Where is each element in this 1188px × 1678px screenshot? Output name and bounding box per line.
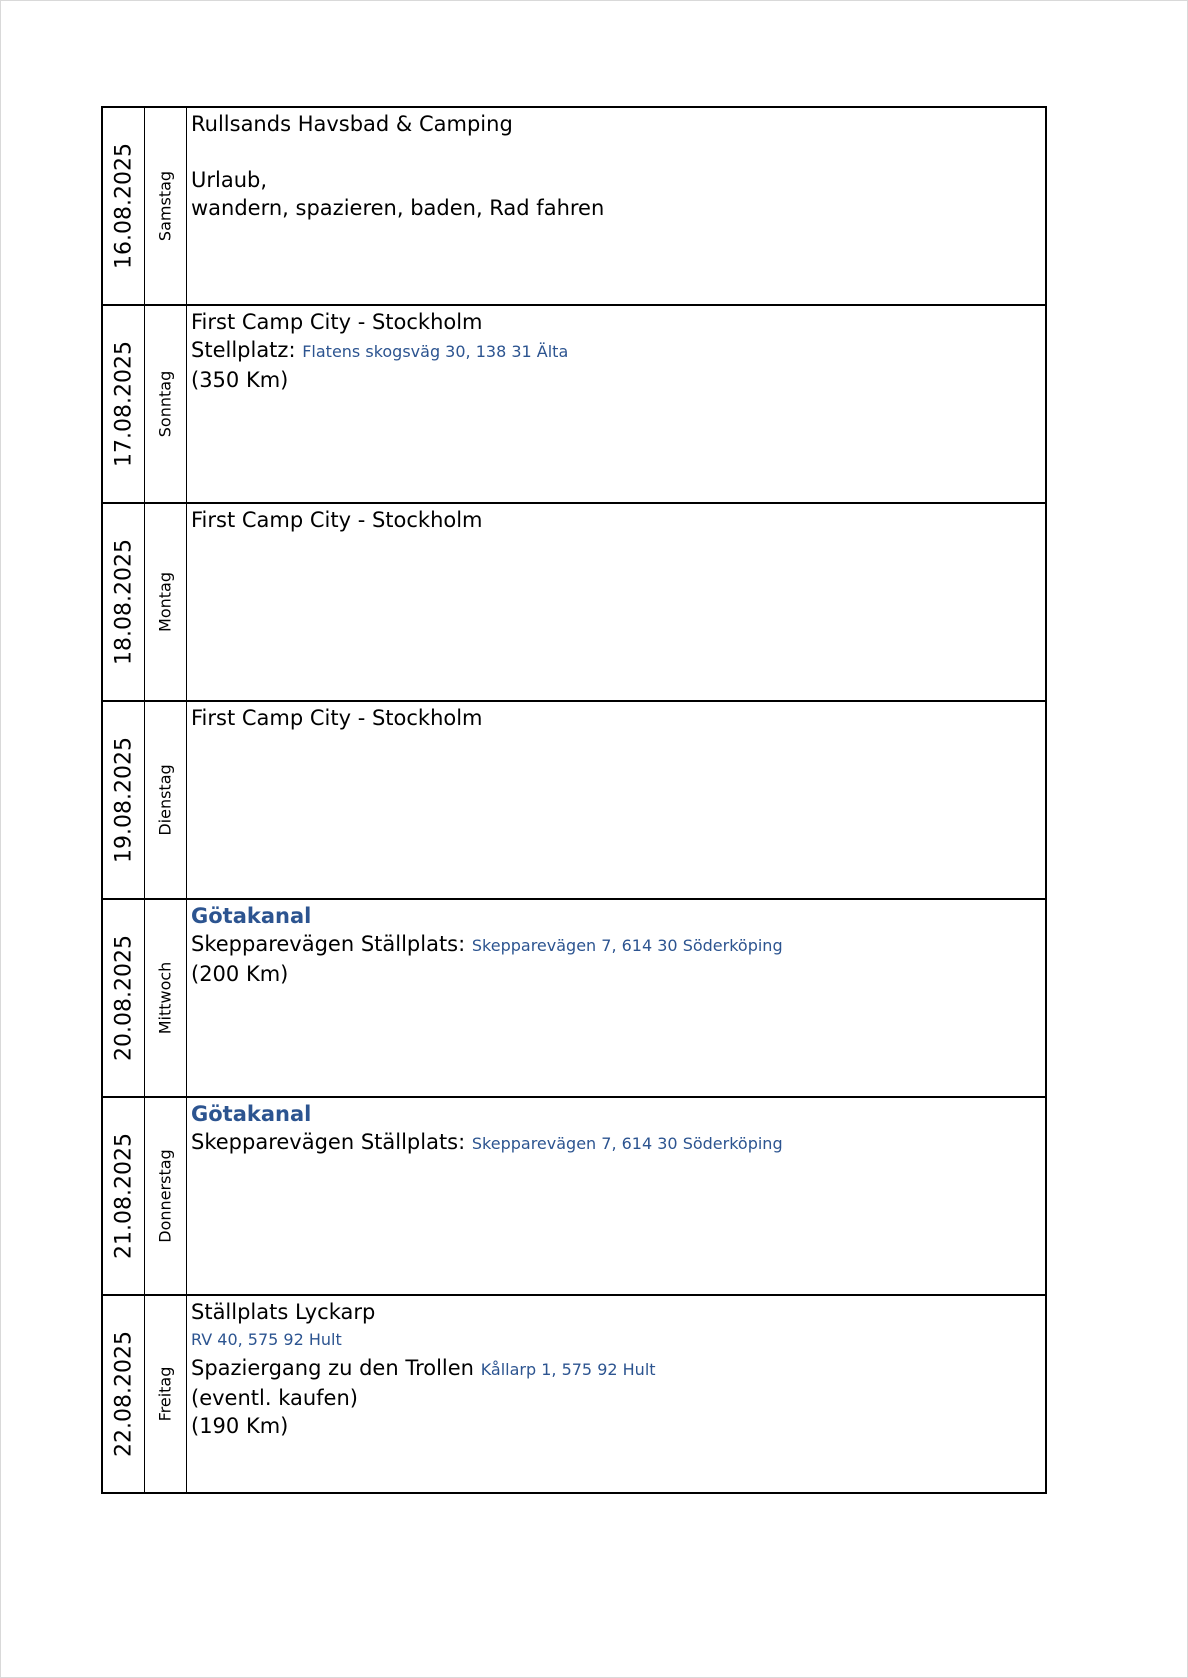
weekday-label: Freitag <box>155 1366 175 1422</box>
date-label: 17.08.2025 <box>111 341 136 467</box>
day-details <box>187 1098 1045 1294</box>
place-label: Stellplatz: <box>191 338 296 362</box>
spacer <box>191 138 1045 166</box>
distance: (190 Km) <box>191 1414 289 1438</box>
table-row <box>103 702 1045 900</box>
place-address: Flatens skogsväg 30, 138 31 Älta <box>302 342 569 361</box>
location-address: RV 40, 575 92 Hult <box>191 1330 342 1349</box>
weekday-label: Mittwoch <box>155 961 175 1035</box>
table-row <box>103 108 1045 306</box>
weekday-cell <box>144 108 187 304</box>
date-cell <box>103 1296 145 1492</box>
day-details <box>187 504 1045 700</box>
activity-address: Kållarp 1, 575 92 Hult <box>480 1360 656 1379</box>
weekday-cell <box>144 1098 187 1294</box>
date-label: 16.08.2025 <box>111 143 136 269</box>
location-heading: Götakanal <box>191 1102 312 1126</box>
location-title: First Camp City - Stockholm <box>191 310 483 334</box>
date-label: 21.08.2025 <box>111 1133 136 1259</box>
weekday-label: Montag <box>155 572 175 632</box>
location-title: First Camp City - Stockholm <box>191 706 483 730</box>
note-line: (eventl. kaufen) <box>191 1386 358 1410</box>
weekday-label: Sonntag <box>155 370 175 438</box>
date-cell <box>103 702 145 898</box>
activity-label: Spaziergang zu den Trollen <box>191 1356 474 1380</box>
day-details <box>187 306 1045 502</box>
activity-line <box>191 1354 1045 1384</box>
place-label: Skepparevägen Ställplats: <box>191 932 466 956</box>
weekday-cell <box>144 306 187 502</box>
distance: (350 Km) <box>191 368 289 392</box>
date-label: 22.08.2025 <box>111 1331 136 1457</box>
place-address: Skepparevägen 7, 614 30 Söderköping <box>471 936 783 955</box>
place-line <box>191 336 1045 366</box>
table-row <box>103 306 1045 504</box>
weekday-cell <box>144 900 187 1096</box>
table-row <box>103 1098 1045 1296</box>
activities-line: wandern, spazieren, baden, Rad fahren <box>191 196 605 220</box>
day-details <box>187 900 1045 1096</box>
date-label: 19.08.2025 <box>111 737 136 863</box>
location-heading: Götakanal <box>191 904 312 928</box>
date-cell <box>103 1098 145 1294</box>
date-label: 18.08.2025 <box>111 539 136 665</box>
weekday-label: Donnerstag <box>155 1149 175 1243</box>
place-label: Skepparevägen Ställplats: <box>191 1130 466 1154</box>
weekday-cell <box>144 702 187 898</box>
weekday-label: Samstag <box>155 170 175 242</box>
weekday-cell <box>144 1296 187 1492</box>
table-row <box>103 1296 1045 1494</box>
day-details <box>187 702 1045 898</box>
location-title: Rullsands Havsbad & Camping <box>191 112 513 136</box>
weekday-cell <box>144 504 187 700</box>
place-line <box>191 930 1045 960</box>
note-line: Urlaub, <box>191 168 268 192</box>
date-label: 20.08.2025 <box>111 935 136 1061</box>
table-row <box>103 900 1045 1098</box>
date-cell <box>103 108 145 304</box>
place-address: Skepparevägen 7, 614 30 Söderköping <box>471 1134 783 1153</box>
place-line <box>191 1128 1045 1158</box>
table-row <box>103 504 1045 702</box>
day-details <box>187 1296 1045 1492</box>
date-cell <box>103 900 145 1096</box>
distance: (200 Km) <box>191 962 289 986</box>
date-cell <box>103 306 145 502</box>
location-title: First Camp City - Stockholm <box>191 508 483 532</box>
date-cell <box>103 504 145 700</box>
day-details <box>187 108 1045 304</box>
weekday-label: Dienstag <box>155 764 175 836</box>
location-title: Ställplats Lyckarp <box>191 1300 376 1324</box>
itinerary-table <box>101 106 1047 1494</box>
